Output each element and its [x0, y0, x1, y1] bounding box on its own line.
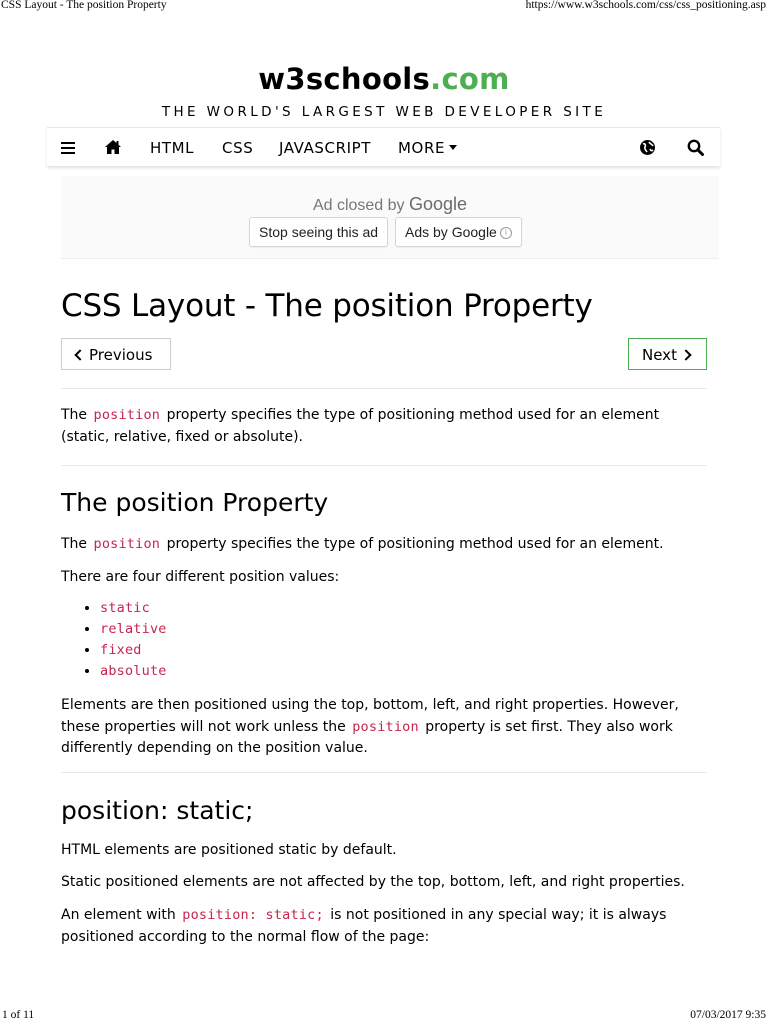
code-position-static: position: static;: [182, 907, 324, 923]
previous-button[interactable]: [61, 338, 171, 370]
s1p3-text-post: property is set first. They also work differently depending on the position value.: [61, 718, 673, 756]
section2-paragraph-1: HTML elements are positioned static by default.: [61, 842, 397, 858]
home-icon[interactable]: [104, 128, 124, 166]
list-item: [100, 640, 167, 661]
code-position: position: [93, 536, 161, 552]
divider: [61, 388, 707, 389]
s1p1-text-post: property specifies the type of positioning method used for an element.: [166, 536, 664, 552]
print-page-indicator: 1 of 11: [2, 1009, 35, 1021]
nav-item-css[interactable]: CSS: [222, 139, 254, 157]
code-position: position: [93, 407, 161, 423]
ads-by-google-label: Ads by Google: [405, 224, 497, 240]
ad-closed-message: [61, 194, 719, 215]
ads-by-google-button[interactable]: [395, 217, 522, 247]
print-header: [0, 0, 768, 14]
s1p1-text-pre: The: [61, 536, 88, 552]
search-icon[interactable]: [687, 128, 705, 166]
next-label: Next: [642, 346, 677, 364]
site-tagline: THE WORLD'S LARGEST WEB DEVELOPER SITE: [161, 104, 607, 120]
section-heading-position-property: The position Property: [61, 488, 329, 517]
nav-item-javascript[interactable]: JAVASCRIPT: [279, 139, 372, 157]
intro-text-post: property specifies the type of positioning method used for an element (static, relative, fixed or absolute).: [61, 407, 660, 445]
section2-paragraph-2: Static positioned elements are not affected by the top, bottom, left, and right properties.: [61, 874, 685, 890]
section1-paragraph-1: [61, 534, 709, 556]
print-datetime: 07/03/2017 9:35: [690, 1009, 766, 1021]
s2p3-text-post: is not positioned in any special way; it is always positioned according to the normal flow of the page:: [61, 907, 667, 945]
ad-closed-brand: Google: [409, 194, 468, 214]
list-item: [100, 661, 167, 682]
ad-closed-panel: [61, 176, 719, 259]
intro-paragraph: [61, 405, 709, 448]
section1-paragraph-2: There are four different position values:: [61, 569, 340, 585]
section-heading-position-static: position: static;: [61, 796, 254, 825]
globe-icon[interactable]: [639, 128, 657, 166]
print-footer: [0, 1009, 768, 1023]
logo-main-text: w3schools: [258, 62, 431, 96]
nav-item-more[interactable]: [398, 128, 457, 166]
code-position: position: [352, 718, 419, 735]
hamburger-icon[interactable]: [61, 128, 77, 166]
code-relative: relative: [100, 621, 167, 637]
next-button[interactable]: [628, 338, 707, 370]
list-item: [100, 598, 167, 619]
nav-more-label: MORE: [398, 139, 446, 157]
code-static: static: [100, 600, 150, 616]
previous-label: Previous: [89, 346, 153, 364]
stop-seeing-ad-button[interactable]: Stop seeing this ad: [249, 217, 388, 247]
chevron-left-icon: [74, 349, 85, 360]
chevron-right-icon: [680, 349, 691, 360]
print-url[interactable]: https://www.w3schools.com/css/css_positioning.asp: [525, 0, 766, 11]
section2-paragraph-3: [61, 905, 709, 948]
divider: [61, 465, 707, 466]
page-title: CSS Layout - The position Property: [61, 288, 593, 324]
position-values-list: [61, 598, 167, 682]
logo-suffix-text: .com: [430, 62, 510, 96]
code-fixed: fixed: [100, 642, 142, 658]
nav-item-html[interactable]: HTML: [150, 139, 195, 157]
w3schools-logo[interactable]: [0, 62, 768, 96]
ad-closed-text: Ad closed by: [312, 197, 405, 214]
list-item: [100, 619, 167, 640]
caret-down-icon: [449, 145, 457, 150]
top-navigation: [47, 127, 720, 166]
print-doc-title: CSS Layout - The position Property: [1, 0, 167, 11]
info-icon: i: [500, 227, 512, 239]
divider: [61, 772, 707, 773]
s2p3-text-pre: An element with: [61, 907, 176, 923]
section1-paragraph-3: [61, 695, 709, 760]
intro-text-pre: The: [61, 407, 88, 423]
code-absolute: absolute: [100, 663, 167, 679]
s1p3-text-pre: Elements are then positioned using the top, bottom, left, and right properties. However, these properties will not work unless the: [61, 697, 679, 735]
